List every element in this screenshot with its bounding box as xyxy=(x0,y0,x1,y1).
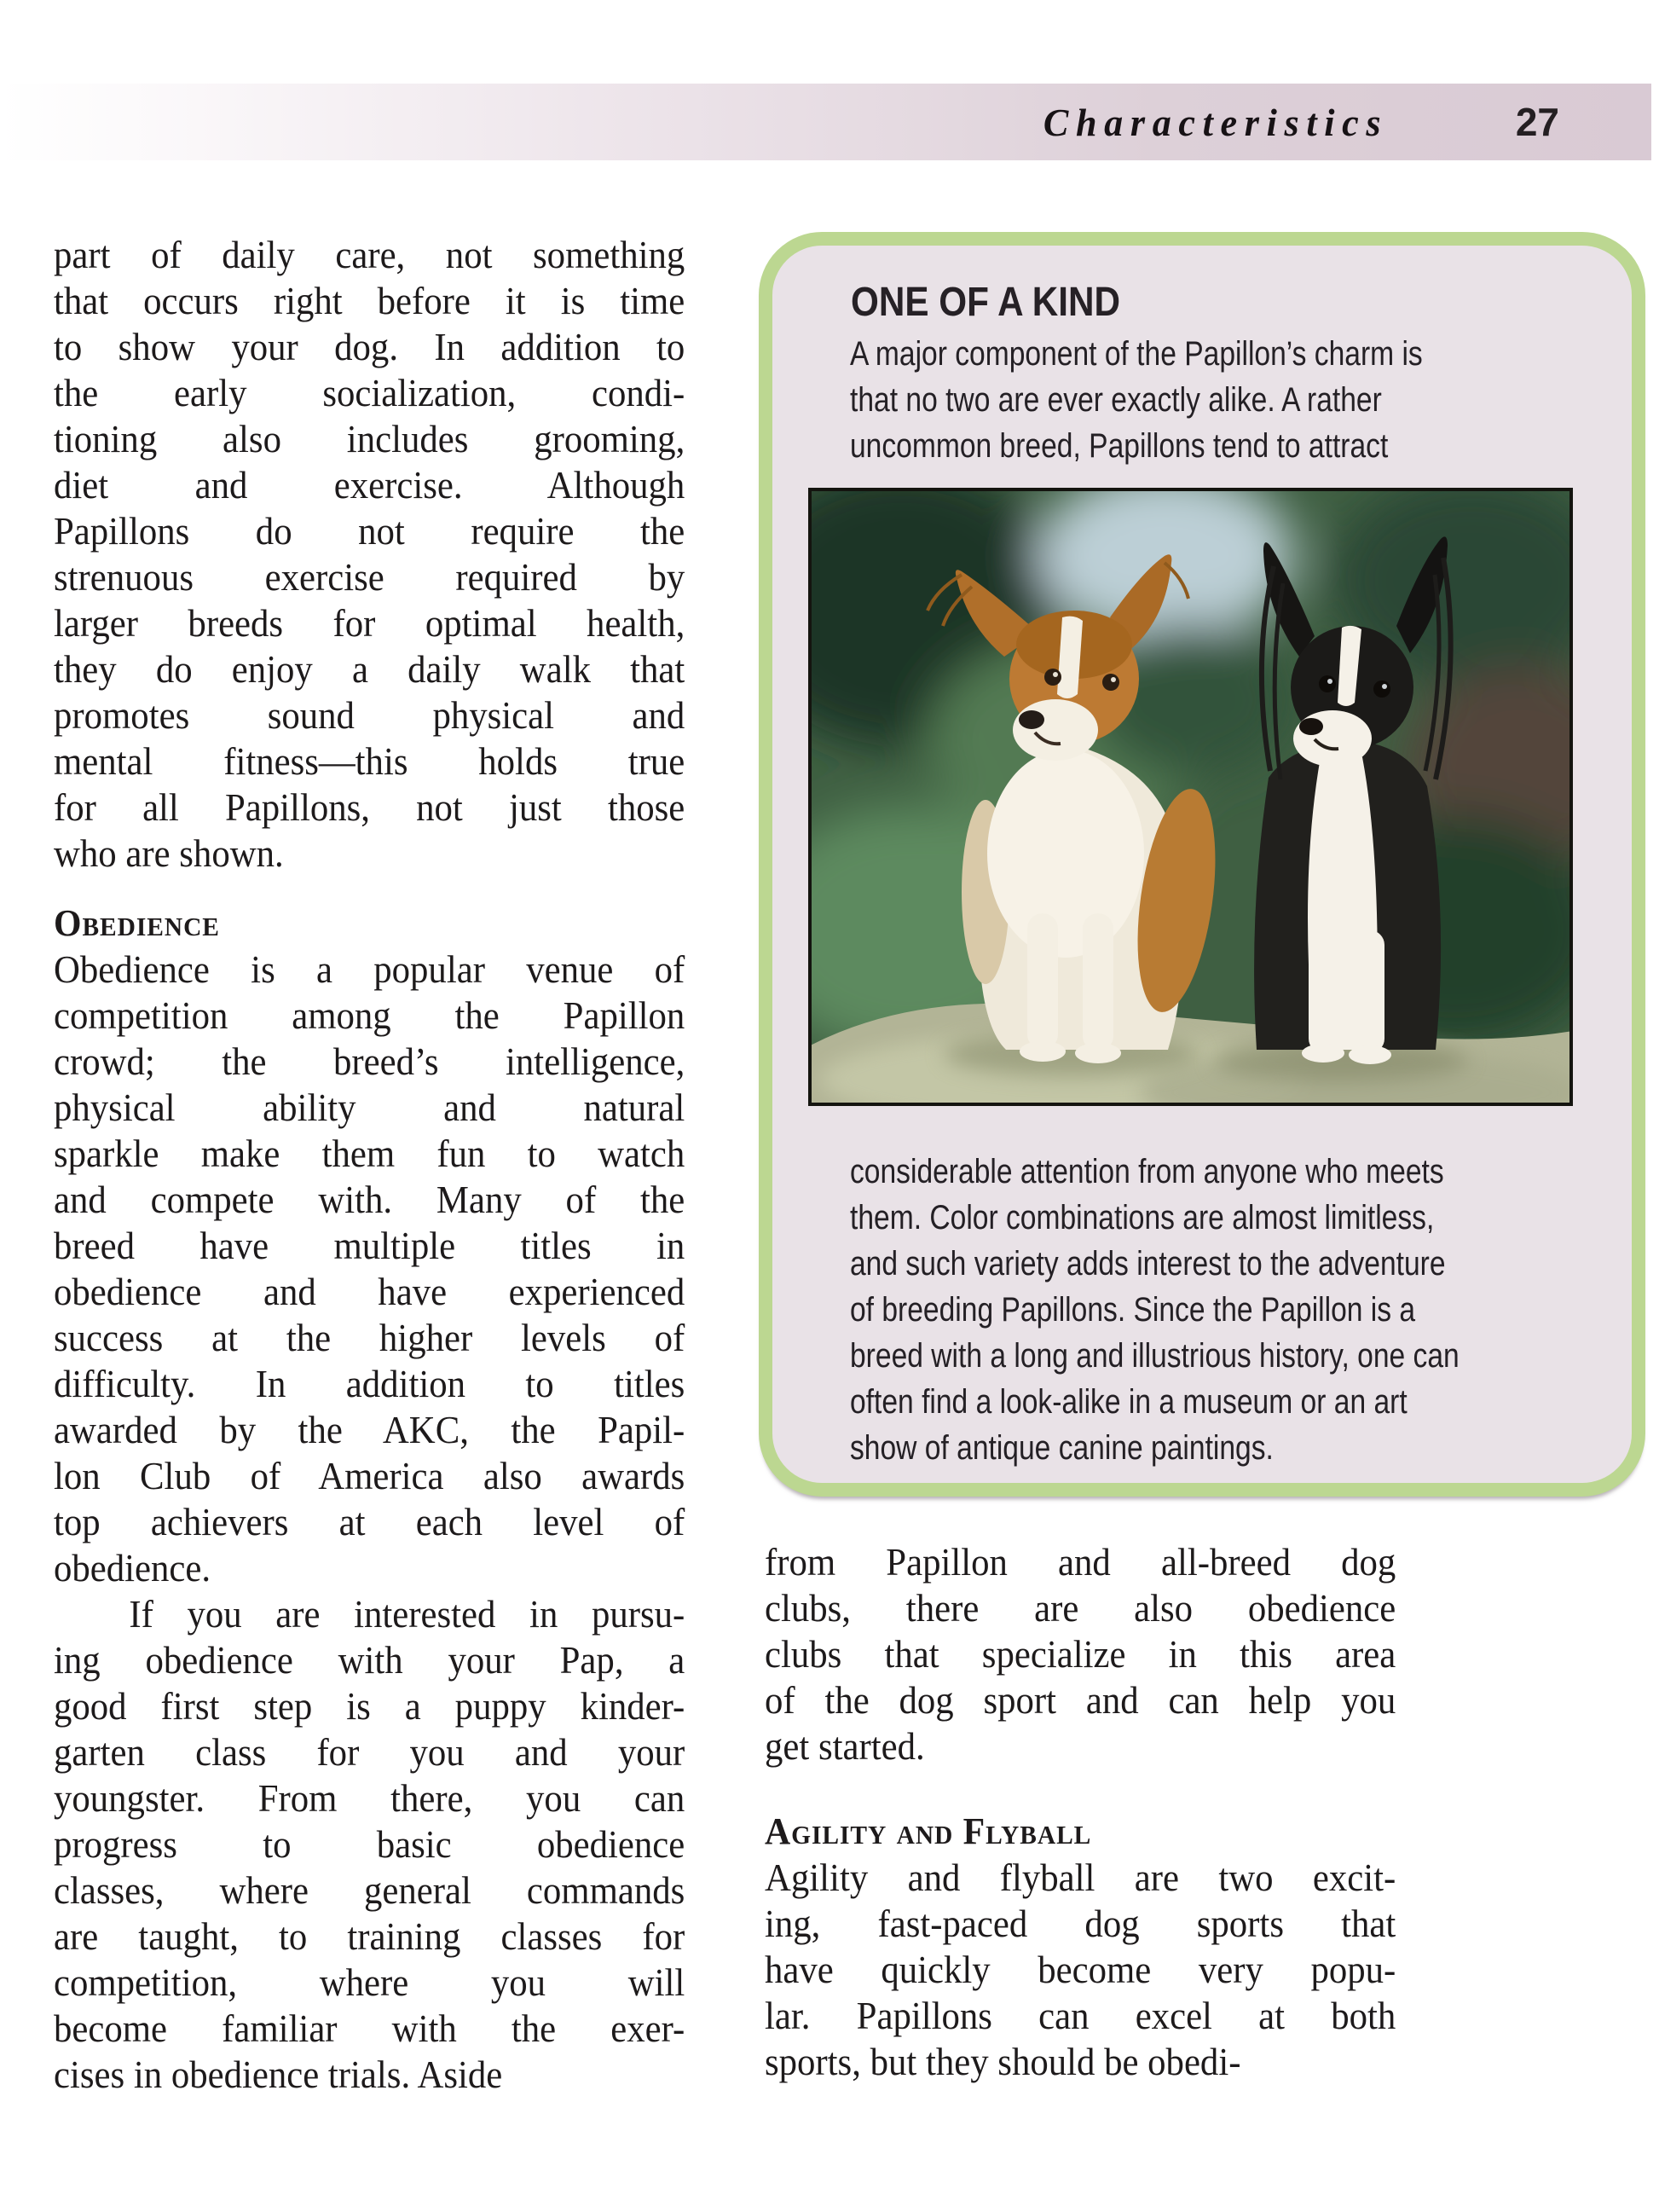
text-line: become familiar with the exer- xyxy=(54,2006,685,2050)
text-line: get started. xyxy=(765,1724,925,1768)
sidebar-paragraph xyxy=(850,331,1617,469)
text-line: good first step is a puppy kinder- xyxy=(54,1684,685,1728)
text-line: breed have multiple titles in xyxy=(54,1224,685,1267)
text-line: obedience and have experienced xyxy=(54,1270,685,1313)
text-line: garten class for you and your xyxy=(54,1730,685,1774)
text-line: that occurs right before it is time xyxy=(54,279,685,322)
paragraph xyxy=(54,947,702,1591)
header-bar xyxy=(0,84,1651,160)
text-line: Agility and flyball are two excit- xyxy=(765,1856,1396,1899)
text-line: progress to basic obedience xyxy=(54,1822,685,1866)
text-line: mental fitness—this holds true xyxy=(54,739,685,783)
papillon-dogs-photo xyxy=(808,488,1573,1106)
text-line: success at the higher levels of xyxy=(54,1316,685,1359)
text-line: considerable attention from anyone who meets xyxy=(850,1153,1444,1190)
text-line: clubs that specialize in this area xyxy=(765,1632,1396,1676)
text-line: diet and exercise. Although xyxy=(54,463,685,507)
text-line: awarded by the AKC, the Papil- xyxy=(54,1408,685,1451)
text-line: top achievers at each level of xyxy=(54,1500,685,1543)
text-line: often find a look-alike in a museum or an art xyxy=(850,1383,1408,1421)
text-line: competition, where you will xyxy=(54,1960,685,2004)
sidebar-title: ONE OF A KIND xyxy=(851,280,1121,325)
text-line: tioning also includes grooming, xyxy=(54,417,685,460)
text-line: sports, but they should be obedi- xyxy=(765,2040,1241,2083)
text-line: who are shown. xyxy=(54,831,284,875)
text-line: cises in obedience trials. Aside xyxy=(54,2053,503,2096)
text-line: of breeding Papillons. Since the Papillon is a xyxy=(850,1291,1416,1329)
text-line: strenuous exercise required by xyxy=(54,555,685,599)
text-line: youngster. From there, you can xyxy=(54,1776,685,1820)
text-line: and such variety adds interest to the adventure xyxy=(850,1245,1446,1283)
text-line: are taught, to training classes for xyxy=(54,1914,685,1958)
one-of-a-kind-sidebar xyxy=(759,232,1645,1497)
text-line: ing obedience with your Pap, a xyxy=(54,1638,685,1682)
right-text-column xyxy=(765,1539,1413,2085)
text-line: show of antique canine paintings. xyxy=(850,1429,1274,1467)
section-heading-agility-and-flyball: Agility and Flyball xyxy=(765,1810,1092,1852)
section-heading-obedience: Obedience xyxy=(54,902,220,944)
text-line: lon Club of America also awards xyxy=(54,1454,685,1497)
text-line: the early socialization, condi- xyxy=(54,371,685,414)
text-line: crowd; the breed’s intelligence, xyxy=(54,1039,685,1083)
text-line: sparkle make them fun to watch xyxy=(54,1132,685,1175)
text-line: and compete with. Many of the xyxy=(54,1178,685,1221)
text-line: promotes sound physical and xyxy=(54,693,685,737)
text-line: of the dog sport and can help you xyxy=(765,1678,1396,1722)
text-line: them. Color combinations are almost limitless, xyxy=(850,1199,1435,1236)
text-line: uncommon breed, Papillons tend to attract xyxy=(850,427,1389,465)
text-line: competition among the Papillon xyxy=(54,993,685,1037)
dogs-illustration xyxy=(812,491,1569,1103)
left-text-column xyxy=(54,232,702,2098)
text-line: have quickly become very popu- xyxy=(765,1948,1396,1991)
paragraph xyxy=(54,232,702,877)
paragraph xyxy=(54,1591,702,2098)
text-line: they do enjoy a daily walk that xyxy=(54,647,685,691)
text-line: part of daily care, not something xyxy=(54,233,685,276)
page-number: 27 xyxy=(1515,100,1559,144)
text-line: to show your dog. In addition to xyxy=(54,325,685,368)
text-line: breed with a long and illustrious history, one can xyxy=(850,1337,1460,1375)
text-line: A major component of the Papillon’s charm is xyxy=(850,335,1423,373)
text-line: ing, fast-paced dog sports that xyxy=(765,1902,1396,1945)
text-line: lar. Papillons can excel at both xyxy=(765,1994,1396,2037)
text-line: from Papillon and all-breed dog xyxy=(765,1540,1396,1584)
sidebar-paragraph xyxy=(850,1149,1617,1471)
text-line: clubs, there are also obedience xyxy=(765,1586,1396,1630)
paragraph xyxy=(765,1539,1413,1769)
text-line: Papillons do not require the xyxy=(54,509,685,553)
text-line: physical ability and natural xyxy=(54,1086,685,1129)
text-line: obedience. xyxy=(54,1546,211,1590)
text-line: difficulty. In addition to titles xyxy=(54,1362,685,1405)
text-line: for all Papillons, not just those xyxy=(54,785,685,829)
text-line: that no two are ever exactly alike. A rather xyxy=(850,381,1382,419)
page-title: Characteristics xyxy=(1043,100,1388,144)
text-line: larger breeds for optimal health, xyxy=(54,601,685,645)
text-line: If you are interested in pursu- xyxy=(129,1592,685,1636)
text-line: Obedience is a popular venue of xyxy=(54,947,685,991)
text-line: classes, where general commands xyxy=(54,1868,685,1912)
paragraph xyxy=(765,1855,1413,2085)
